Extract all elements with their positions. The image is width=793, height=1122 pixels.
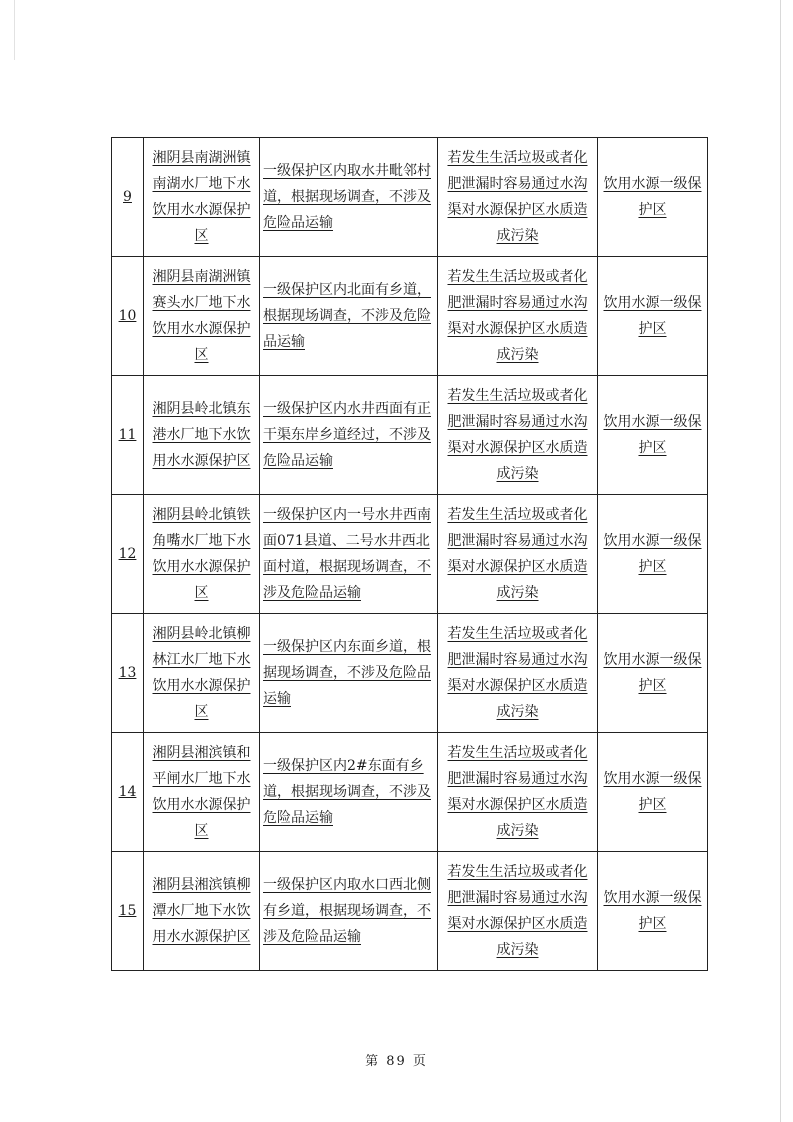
road-activity-description: 一级保护区内一号水井西南面071县道、二号水井西北面村道，根据现场调查，不涉及危险品运输 [260,495,438,614]
protection-zone-name: 湘阴县岭北镇铁角嘴水厂地下水饮用水水源保护区 [144,495,260,614]
risk-description: 若发生生活垃圾或者化肥泄漏时容易通过水沟渠对水源保护区水质造成污染 [438,257,598,376]
table-row [112,376,708,495]
row-number: 11 [112,376,144,495]
affected-target: 饮用水源一级保护区 [598,138,708,257]
protection-zone-name: 湘阴县南湖洲镇赛头水厂地下水饮用水水源保护区 [144,257,260,376]
risk-description: 若发生生活垃圾或者化肥泄漏时容易通过水沟渠对水源保护区水质造成污染 [438,495,598,614]
risk-description: 若发生生活垃圾或者化肥泄漏时容易通过水沟渠对水源保护区水质造成污染 [438,138,598,257]
protection-zone-name: 湘阴县岭北镇柳林江水厂地下水饮用水水源保护区 [144,614,260,733]
table-row [112,852,708,971]
risk-description: 若发生生活垃圾或者化肥泄漏时容易通过水沟渠对水源保护区水质造成污染 [438,614,598,733]
protection-zone-name: 湘阴县湘滨镇和平闸水厂地下水饮用水水源保护区 [144,733,260,852]
affected-target: 饮用水源一级保护区 [598,495,708,614]
row-number: 13 [112,614,144,733]
table-row [112,733,708,852]
affected-target: 饮用水源一级保护区 [598,852,708,971]
affected-target: 饮用水源一级保护区 [598,614,708,733]
road-activity-description: 一级保护区内水井西面有正干渠东岸乡道经过，不涉及危险品运输 [260,376,438,495]
row-number: 12 [112,495,144,614]
table-row [112,138,708,257]
protection-zone-name: 湘阴县岭北镇东港水厂地下水饮用水水源保护区 [144,376,260,495]
row-number: 9 [112,138,144,257]
protection-zone-name: 湘阴县南湖洲镇南湖水厂地下水饮用水水源保护区 [144,138,260,257]
affected-target: 饮用水源一级保护区 [598,733,708,852]
risk-description: 若发生生活垃圾或者化肥泄漏时容易通过水沟渠对水源保护区水质造成污染 [438,852,598,971]
page-number: 第 89 页 [365,1054,428,1069]
affected-target: 饮用水源一级保护区 [598,257,708,376]
road-activity-description: 一级保护区内北面有乡道，根据现场调查，不涉及危险品运输 [260,257,438,376]
row-number: 10 [112,257,144,376]
road-activity-description: 一级保护区内2#东面有乡道，根据现场调查，不涉及危险品运输 [260,733,438,852]
row-number: 15 [112,852,144,971]
table-row [112,614,708,733]
risk-source-table [111,137,708,971]
row-number: 14 [112,733,144,852]
page-edge [780,0,781,1122]
protection-zone-name: 湘阴县湘滨镇柳潭水厂地下水饮用水水源保护区 [144,852,260,971]
risk-description: 若发生生活垃圾或者化肥泄漏时容易通过水沟渠对水源保护区水质造成污染 [438,376,598,495]
table-row [112,257,708,376]
affected-target: 饮用水源一级保护区 [598,376,708,495]
road-activity-description: 一级保护区内取水井毗邻村道，根据现场调查，不涉及危险品运输 [260,138,438,257]
page-edge-mark [14,0,15,60]
table-row [112,495,708,614]
road-activity-description: 一级保护区内取水口西北侧有乡道，根据现场调查，不涉及危险品运输 [260,852,438,971]
road-activity-description: 一级保护区内东面乡道，根据现场调查，不涉及危险品运输 [260,614,438,733]
risk-description: 若发生生活垃圾或者化肥泄漏时容易通过水沟渠对水源保护区水质造成污染 [438,733,598,852]
